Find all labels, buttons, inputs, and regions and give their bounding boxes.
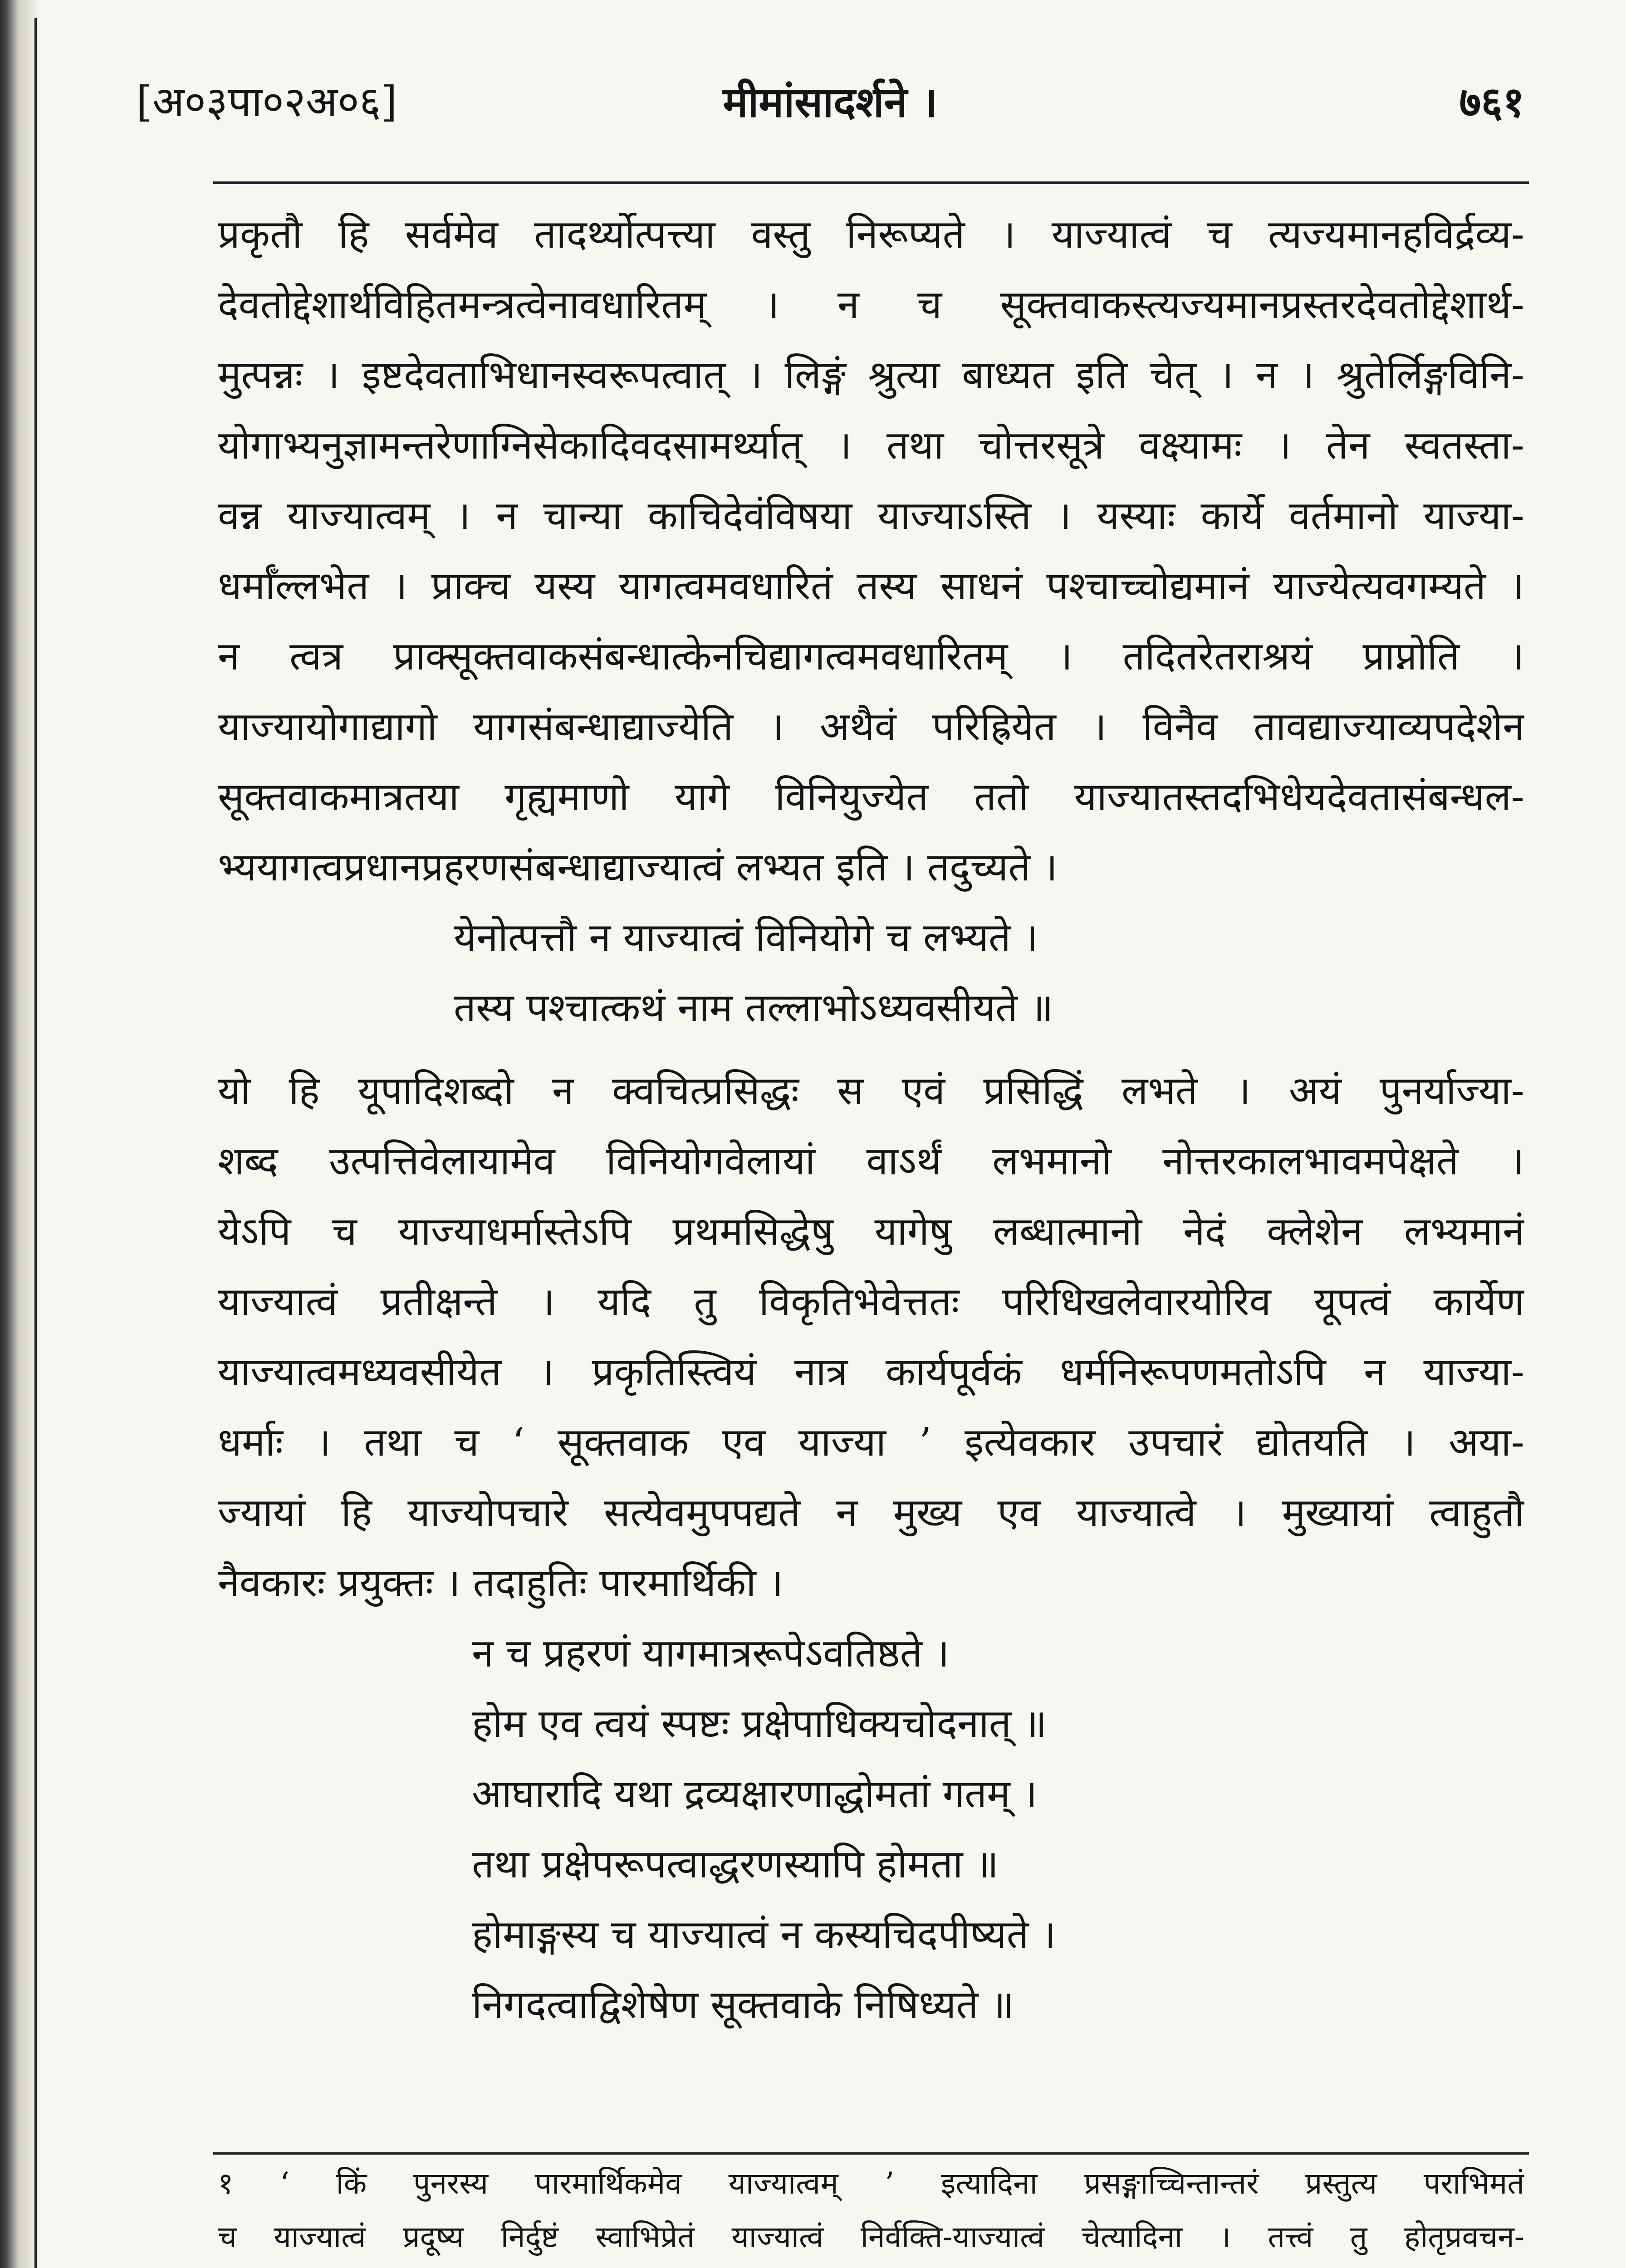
verse-block-1 — [218, 903, 1524, 1043]
verse-block-2 — [218, 1618, 1524, 2040]
text-line: यो हि यूपादिशब्दो न क्वचित्प्रसिद्धः स एवं प्रसिद्धिं लभते । अयं पुनर्याज्या- — [218, 1068, 1524, 1114]
text-line-last: नैवकारः प्रयुक्तः । तदाहुतिः पारमार्थिकी । — [218, 1560, 784, 1606]
text-line: याज्यात्वं प्रतीक्षन्ते । यदि तु विकृतिभेवेत्ततः परिधिखलेवारयोरिव यूपत्वं कार्येण — [218, 1279, 1524, 1325]
text-line: योगाभ्यनुज्ञामन्तरेणाग्निसेकादिवदसामर्थ्यात् । तथा चोत्तरसूत्रे वक्ष्यामः । तेन स्वतस्ता- — [218, 423, 1524, 468]
verse-line: होमाङ्गस्य च याज्यात्वं न कस्यचिदपीष्यते । — [472, 1912, 1056, 1957]
verse-line: होम एव त्वयं स्पष्टः प्रक्षेपाधिक्यचोदनात् ॥ — [472, 1701, 1047, 1746]
running-header — [136, 68, 1524, 136]
footnote-line — [218, 2264, 1524, 2268]
verse-line: न च प्रहरणं यागमात्ररूपेऽवतिष्ठते । — [472, 1631, 950, 1676]
text-line: सूक्तवाकमात्रतया गृह्यमाणो यागे विनियुज्येत ततो याज्यातस्तदभिधेयदेवतासंबन्धल- — [218, 774, 1524, 820]
verse-line: आघारादि यथा द्रव्यक्षारणाद्धोमतां गतम् । — [472, 1771, 1038, 1817]
text-line: वन्न याज्यात्वम् । न चान्या काचिदेवंविषया याज्याऽस्ति । यस्याः कार्ये वर्तमानो याज्या- — [218, 493, 1524, 538]
text-line-last: भ्ययागत्वप्रधानप्रहरणसंबन्धाद्याज्यात्वं लभ्यत इति । तदुच्यते । — [218, 845, 1058, 890]
header-rule — [213, 181, 1529, 184]
text-line: ज्यायां हि याज्योपचारे सत्येवमुपपद्यते न मुख्य एव याज्यात्वे । मुख्यायां त्वाहुतौ — [218, 1490, 1524, 1535]
text-line: शब्द उत्पत्तिवेलायामेव विनियोगवेलायां वाऽर्थं लभमानो नोत्तरकालभावमपेक्षते । — [218, 1139, 1524, 1184]
footnote-rule — [213, 2152, 1529, 2155]
text-line: प्रकृतौ हि सर्वमेव तादर्थ्योत्पत्त्या वस्तु निरूप्यते । याज्यात्वं च त्यज्यमानहविर्द्रव्य- — [218, 212, 1524, 257]
margin-line — [34, 18, 37, 2268]
text-line: न त्वत्र प्राक्सूक्तवाकसंबन्धात्केनचिद्यागत्वमवधारितम् । तदितरेतराश्रयं प्राप्नोति । — [218, 634, 1524, 679]
paragraph-1 — [218, 200, 1524, 903]
text-line: येऽपि च याज्याधर्मास्तेऽपि प्रथमसिद्धेषु यागेषु लब्धात्मानो नेदं क्लेशेन लभ्यमानं — [218, 1209, 1524, 1254]
header-title: मीमांसादर्शने । — [723, 78, 938, 127]
page-number: ७६१ — [1459, 78, 1524, 127]
verse-line: तस्य पश्चात्कथं नाम तल्लाभोऽध्यवसीयते ॥ — [454, 985, 1053, 1031]
text-line: देवतोद्देशार्थविहितमन्त्रत्वेनावधारितम् । न च सूक्तवाकस्त्यज्यमानप्रस्तरदेवतोद्देशार्थ- — [218, 282, 1524, 327]
text-line: मुत्पन्नः । इष्टदेवताभिधानस्वरूपत्वात् । लिङ्गं श्रुत्या बाध्यत इति चेत् । न । श्रुतेर्लिङ्गविनि- — [218, 352, 1524, 398]
text-line: धर्माः । तथा च ‘ सूक्तवाक एव याज्या ’ इत्येवकार उपचारं द्योतयति । अया- — [218, 1420, 1524, 1465]
verse-line: तथा प्रक्षेपरूपत्वाद्धरणस्यापि होमता ॥ — [472, 1842, 999, 1887]
footnotes — [218, 2157, 1524, 2268]
paragraph-2 — [218, 1056, 1524, 1618]
footnote-line: १ ‘ किं पुनरस्य पारमार्थिकमेव याज्यात्वम् ’ इत्यादिना प्रसङ्गाच्चिन्तान्तरं प्रस्तुत्य पराभिमतं — [218, 2166, 1524, 2201]
verse-line: निगदत्वाद्विशेषेण सूक्तवाके निषिध्यते ॥ — [472, 1982, 1014, 2028]
text-line: याज्यात्वमध्यवसीयेत । प्रकृतिस्त्वियं नात्र कार्यपूर्वकं धर्मनिरूपणमतोऽपि न याज्या- — [218, 1349, 1524, 1395]
text-line: धर्माँल्लभेत । प्राक्च यस्य यागत्वमवधारितं तस्य साधनं पश्चाच्चोद्यमानं याज्येत्यवगम्यते । — [218, 563, 1524, 609]
footnote-line: च याज्यात्वं प्रदूष्य निर्दुष्टं स्वाभिप्रेतं याज्यात्वं निर्वक्ति-याज्यात्वं चेत्यादिना । तत्त्वं तु होतृप्रवचन- — [218, 2219, 1524, 2254]
main-text — [218, 200, 1524, 2040]
verse-line: येनोत्पत्तौ न याज्यात्वं विनियोगे च लभ्यते । — [454, 915, 1038, 960]
header-section-ref: [अ०३पा०२अ०६] — [136, 78, 397, 126]
text-line: याज्यायोगाद्यागो यागसंबन्धाद्याज्येति । अथैवं परिह्रियेत । विनैव तावद्याज्याव्यपदेशेन — [218, 704, 1524, 749]
